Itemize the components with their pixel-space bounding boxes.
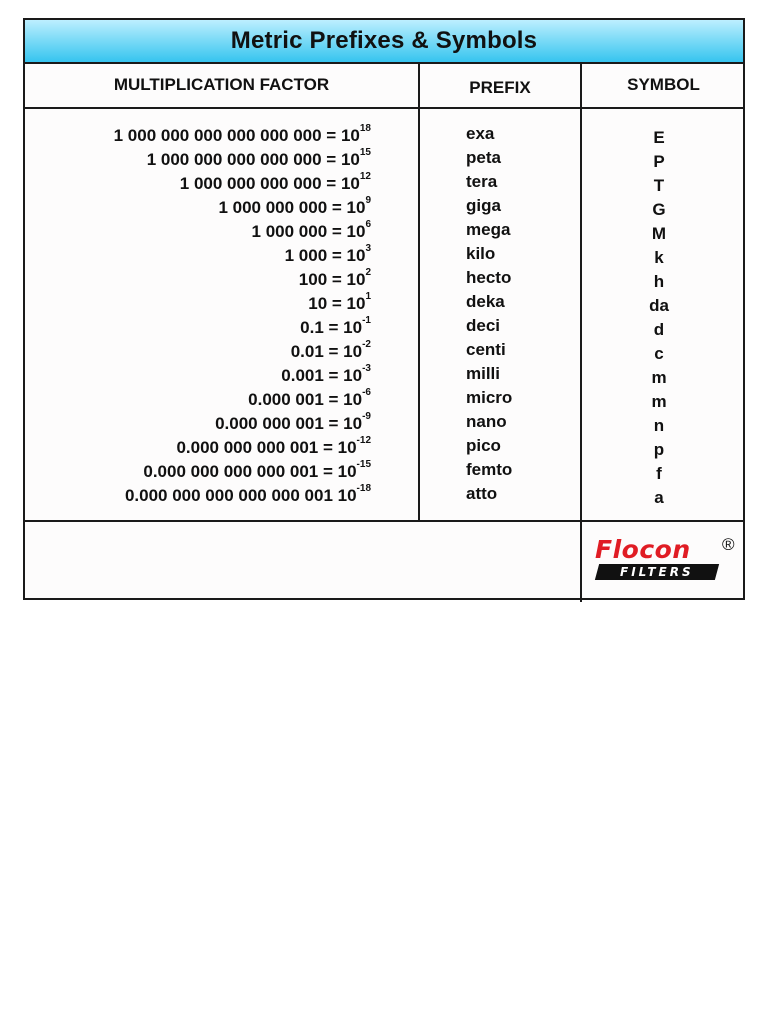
factor-cell <box>25 268 371 292</box>
factor-cell <box>25 148 371 172</box>
factor-exponent: 2 <box>365 267 371 279</box>
factor-cell <box>25 124 371 148</box>
symbol-cell: c <box>654 344 664 363</box>
factor-exponent: -3 <box>362 363 371 375</box>
prefix-cell: centi <box>466 340 506 359</box>
symbol-cell: h <box>653 272 665 291</box>
metric-prefix-table <box>23 18 745 600</box>
factor-cell <box>25 340 371 364</box>
prefix-cell: deka <box>466 292 505 311</box>
flocon-filters-logo <box>595 536 741 582</box>
factor-exponent: -1 <box>362 315 371 327</box>
factor-cell <box>25 436 371 460</box>
factor-value: 10 = 10 <box>308 294 366 313</box>
factor-cell <box>25 364 371 388</box>
symbol-cell: d <box>653 320 665 339</box>
factor-cell <box>25 220 371 244</box>
factor-cell <box>25 172 371 196</box>
symbol-cell: m <box>651 392 667 411</box>
factor-cell <box>25 460 371 484</box>
factor-exponent: 3 <box>365 243 371 255</box>
factor-cell <box>25 388 371 412</box>
factor-exponent: 15 <box>359 147 371 159</box>
header-multiplication-factor: MULTIPLICATION FACTOR <box>113 75 330 94</box>
footer-divider <box>25 520 743 522</box>
header-symbol: SYMBOL <box>627 75 700 94</box>
factor-value: 0.000 001 = 10 <box>248 390 363 409</box>
factor-value: 1 000 000 = 10 <box>251 222 366 241</box>
symbol-cell: P <box>653 152 665 171</box>
factor-cell <box>25 196 371 220</box>
symbol-cell: k <box>654 248 664 267</box>
factor-cell <box>25 412 371 436</box>
symbol-cell: T <box>653 176 665 195</box>
factor-cell <box>25 316 371 340</box>
logo-filters-bar <box>595 564 719 580</box>
factor-value: 0.001 = 10 <box>281 366 363 385</box>
symbol-cell: n <box>653 416 665 435</box>
prefix-cell: micro <box>466 388 513 407</box>
symbol-cell: p <box>653 440 665 459</box>
symbol-cell: da <box>649 296 669 315</box>
symbol-cell: G <box>652 200 666 219</box>
symbol-cell: f <box>656 464 662 483</box>
factor-value: 0.000 000 000 001 = 10 <box>176 438 357 457</box>
prefix-cell: atto <box>466 484 498 503</box>
logo-sub-text: FILTERS <box>620 565 694 579</box>
factor-value: 100 = 10 <box>298 270 366 289</box>
logo-brand-text: Flocon <box>595 535 691 564</box>
factor-value: 0.000 000 000 000 001 = 10 <box>143 462 357 481</box>
factor-exponent: 12 <box>359 171 371 183</box>
symbol-cell: E <box>653 128 665 147</box>
prefix-cell: tera <box>466 172 498 191</box>
prefix-cell: pico <box>466 436 501 455</box>
factor-exponent: -15 <box>356 459 371 471</box>
factor-exponent: -18 <box>356 483 371 495</box>
factor-value: 1 000 000 000 = 10 <box>218 198 366 217</box>
prefix-cell: exa <box>466 124 495 143</box>
factor-value: 0.1 = 10 <box>300 318 363 337</box>
factor-exponent: 9 <box>365 195 371 207</box>
prefix-cell: peta <box>466 148 501 167</box>
factor-column <box>25 124 371 508</box>
title-bar <box>25 20 743 64</box>
prefix-cell: deci <box>466 316 501 335</box>
symbol-column <box>583 126 747 510</box>
factor-exponent: -9 <box>362 411 371 423</box>
column-divider-1 <box>418 64 420 522</box>
page-title: Metric Prefixes & Symbols <box>230 27 538 54</box>
prefix-column <box>466 122 586 506</box>
factor-value: 1 000 000 000 000 000 = 10 <box>146 150 360 169</box>
factor-exponent: 1 <box>365 291 371 303</box>
factor-cell <box>25 244 371 268</box>
factor-exponent: 6 <box>365 219 371 231</box>
header-divider <box>25 107 743 109</box>
symbol-cell: a <box>654 488 664 507</box>
prefix-cell: giga <box>466 196 501 215</box>
prefix-cell: kilo <box>466 244 496 263</box>
symbol-cell: M <box>651 224 667 243</box>
factor-cell <box>25 484 371 508</box>
header-prefix: PREFIX <box>469 78 531 97</box>
symbol-cell: m <box>651 368 667 387</box>
prefix-cell: mega <box>466 220 511 239</box>
factor-exponent: -6 <box>362 387 371 399</box>
prefix-cell: femto <box>466 460 513 479</box>
prefix-cell: milli <box>466 364 501 383</box>
factor-exponent: 18 <box>359 123 371 135</box>
factor-value: 0.01 = 10 <box>290 342 363 361</box>
factor-exponent: -2 <box>362 339 371 351</box>
registered-mark: ® <box>722 535 735 554</box>
factor-cell <box>25 292 371 316</box>
factor-value: 0.000 000 000 000 000 001 10 <box>124 486 357 505</box>
factor-value: 1 000 000 000 000 = 10 <box>179 174 360 193</box>
factor-value: 1 000 = 10 <box>284 246 366 265</box>
prefix-cell: hecto <box>466 268 512 287</box>
prefix-cell: nano <box>466 412 507 431</box>
factor-value: 0.000 000 001 = 10 <box>215 414 363 433</box>
factor-exponent: -12 <box>356 435 371 447</box>
factor-value: 1 000 000 000 000 000 000 = 10 <box>113 126 360 145</box>
